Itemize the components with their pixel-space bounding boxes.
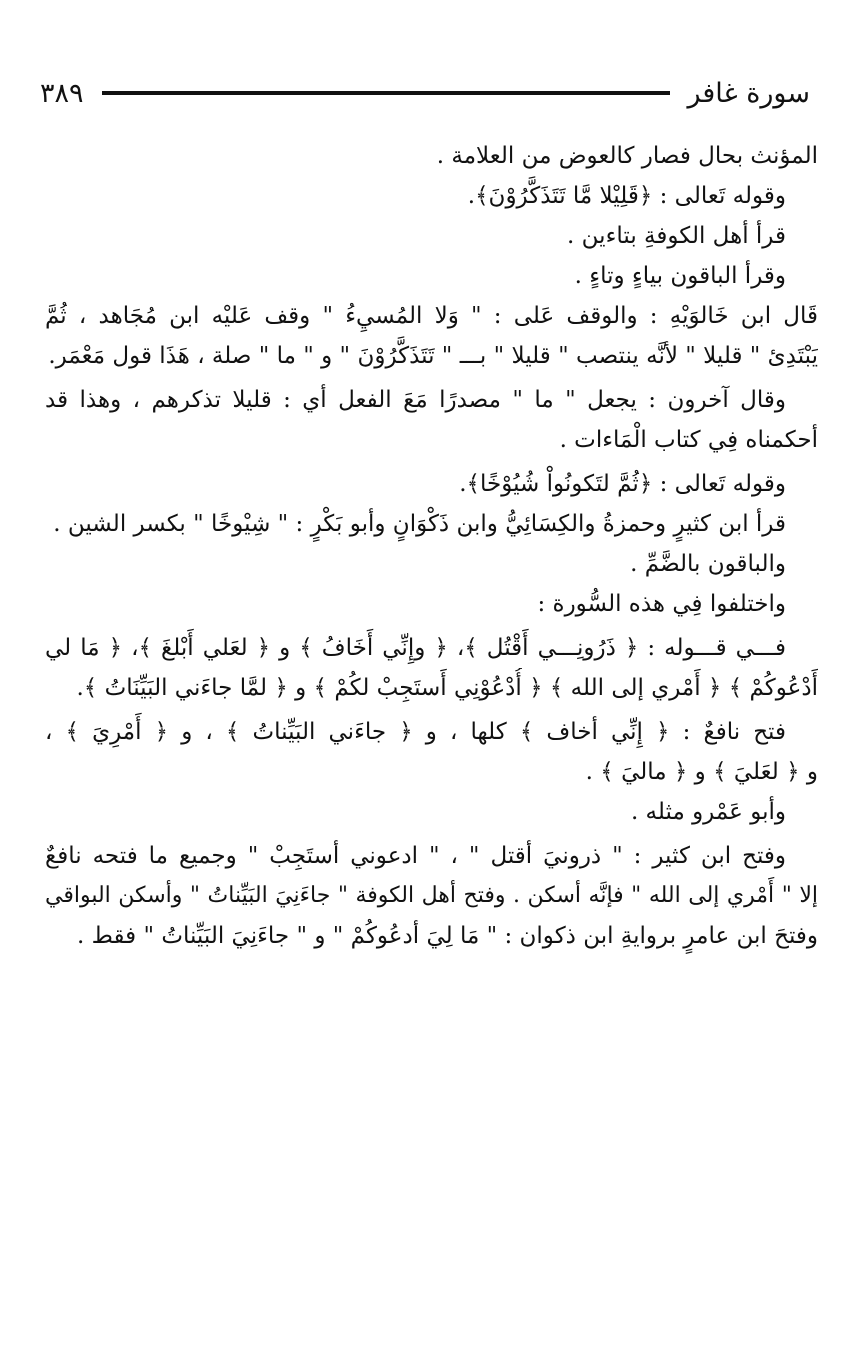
text-line: قَال ابن خَالوَيْهِ : والوقف عَلى : " وَلا المُسيِءُ " وقف عَليْه ابن مُجَاهد ، ثُمَّ bbox=[45, 303, 818, 329]
text-line: فـــي قـــوله : ﴿ ذَرُونِـــي أَقْتُل ﴾، ﴿ وإِنِّي أَخَافُ ﴾ و ﴿ لعَلي أَبْلغَ ﴾، ﴿ مَا لي bbox=[45, 635, 786, 661]
text-line: فتح نافعٌ : ﴿ إِنِّي أخاف ﴾ كلها ، و ﴿ جاءَني البَيِّناتُ ﴾ ، و ﴿ أَمْرِيَ ﴾ ، bbox=[45, 719, 786, 745]
text-line: المؤنث بحال فصار كالعوض من العلامة . bbox=[436, 143, 818, 169]
text-line: قرأ ابن كثيرٍ وحمزةُ والكِسَائِيُّ وابن ذَكْوَانٍ وأبو بَكْرٍ : " شِيْوخًا " بكسر الشين . bbox=[53, 511, 786, 537]
text-line: و ﴿ لعَليَ ﴾ و ﴿ ماليَ ﴾ . bbox=[585, 759, 818, 785]
text-line: وقال آخرون : يجعل " ما " مصدرًا مَعَ الفعل أي : قليلا تذكرهم ، وهذا قد bbox=[45, 387, 786, 413]
text-line: قرأ أهل الكوفةِ بتاءين . bbox=[567, 223, 786, 249]
text-line: واختلفوا فِي هذه السُّورة : bbox=[537, 591, 786, 617]
text-line: وقوله تَعالى : ﴿قَلِيْلا مَّا تَتَذَكَّرُوْنَ﴾. bbox=[467, 183, 786, 209]
text-line: إلا " أَمْري إلى الله " فإنَّه أسكن . وفتح أهل الكوفة " جاءَنِيَ البَيِّناتُ " وأسكن البواقي bbox=[45, 883, 818, 908]
text-line: وفتحَ ابن عامرٍ بروايةِ ابن ذكوان : " مَا لِيَ أدعُوكُمْ " و " جاءَنِيَ البَيِّناتُ " فقط . bbox=[77, 923, 818, 949]
page-header bbox=[40, 70, 810, 116]
text-line: أَدْعُوكُمْ ﴾ ﴿ أَمْري إلى الله ﴾ ﴿ أُدْعُوْنِي أَستَجِبْ لكُمْ ﴾ و ﴿ لمَّا جاءَني البَيِّنَاتُ ﴾. bbox=[76, 675, 818, 701]
body-text bbox=[45, 136, 818, 956]
surah-title: سورة غافر bbox=[687, 77, 810, 109]
page-number: ٣٨٩ bbox=[40, 77, 84, 109]
text-line: وقوله تَعالى : ﴿ثُمَّ لتَكونُواْ شُيُوْخًا﴾. bbox=[459, 471, 786, 497]
text-line: أحكمناه فِي كتاب الْمَاءات . bbox=[559, 427, 818, 453]
text-line: وفتح ابن كثير : " ذرونيَ أقتل " ، " ادعوني أستَجِبْ " وجميع ما فتحه نافعٌ bbox=[45, 843, 786, 869]
header-rule bbox=[102, 91, 670, 95]
text-line: وأبو عَمْرو مثله . bbox=[630, 799, 786, 825]
text-line: والباقون بالضَّمِّ . bbox=[630, 551, 786, 577]
text-line: وقرأ الباقون بياءٍ وتاءٍ . bbox=[574, 263, 786, 289]
text-line: يَبْتَدِئ " قليلا " لأنَّه ينتصب " قليلا " بـــ " تَتَذَكَّرُوْنَ " و " ما " صلة ، هَذَا قول مَعْمَر. bbox=[48, 343, 818, 369]
